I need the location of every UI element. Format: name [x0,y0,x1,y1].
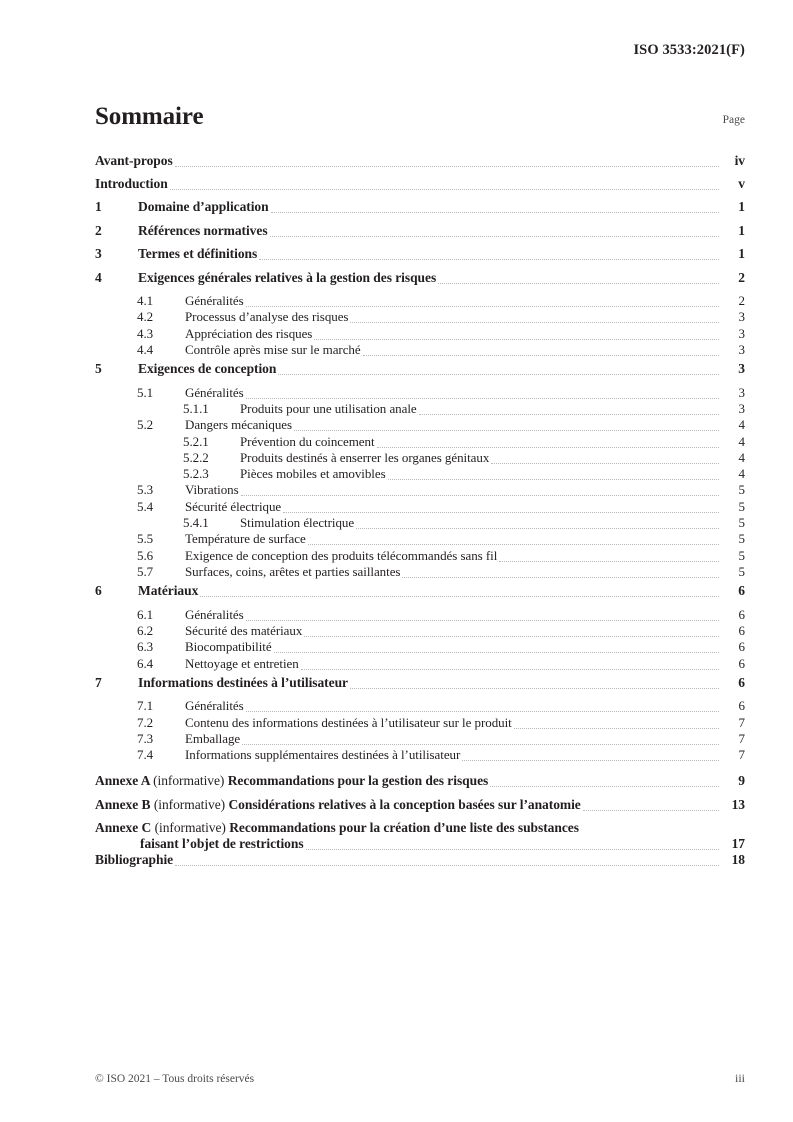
toc-entry-number: 1 [95,199,102,214]
toc-entry-page: v [738,176,745,191]
toc-entry-label: Sécurité électrique [185,498,282,514]
toc-entry-label: Exigences de conception [138,361,277,377]
toc-entry-label: Généralités [185,293,244,308]
toc-entry-number: 3 [95,246,102,261]
toc-entry-number: 5.4.1 [183,515,209,531]
toc-annex-label [95,773,488,789]
toc-entry-body [185,417,745,433]
toc-entry-body [240,515,745,531]
dot-leader [242,743,719,745]
dot-leader [402,576,719,578]
toc-entry-subclause[interactable] [95,715,745,731]
toc-entry-label: Contrôle après mise sur le marché [185,341,361,357]
dot-leader [246,305,719,307]
toc-entry-page: 3 [738,361,745,377]
dot-leader [350,321,719,323]
toc-entry-page: 4 [738,449,745,465]
toc-entry-page: 6 [738,583,745,599]
toc-entry-subsubclause[interactable] [95,434,745,450]
toc-entry-page: iv [734,153,745,168]
toc-entry-label: Pièces mobiles et amovibles [240,466,386,482]
toc-entry-page: 1 [738,222,745,238]
dot-leader [259,258,719,260]
toc-entry-label: Contenu des informations destinées à l’utilisateur sur le produit [185,714,512,730]
toc-annex-name: Annexe C [95,820,155,836]
toc-entry-number: 6.4 [137,655,154,671]
toc-entry-body [185,548,745,564]
toc-entry-label: Emballage [185,731,241,747]
toc-entry-number: 4.4 [137,341,154,357]
toc-entry-page: 6 [738,639,745,655]
toc-entry-subclause[interactable] [95,656,745,672]
dot-leader [350,687,719,689]
toc-annex-name: Annexe A [95,773,154,789]
toc-annex-label: Recommandations pour la création d’une liste des substances [229,820,579,836]
toc-entry-body [240,401,745,417]
toc-annex-title: Considérations relatives à la conception basées sur l’anatomie [228,796,581,812]
toc-entry-page: 18 [731,852,745,868]
toc-entry-body [185,715,745,731]
toc-entry-label: Surfaces, coins, arêtes et parties saillantes [185,563,401,579]
toc-entry-page: 5 [738,563,745,579]
toc-entry-body [240,434,745,450]
toc-annex-body [95,773,745,789]
dot-leader [306,848,719,850]
toc-annex-name: Annexe B [95,796,154,812]
toc-entry-subclause[interactable] [95,309,745,325]
dot-leader [438,282,719,284]
toc-entry-number: 4 [95,269,102,285]
toc-entry-number: 4.2 [137,309,154,325]
dot-leader [246,710,719,712]
toc-entry-page: 5 [738,498,745,514]
dot-leader [514,727,719,729]
toc-entry-page: 1 [738,246,745,261]
page-folio: iii [734,1071,745,1085]
dot-leader [308,543,719,545]
toc-entry-page: 3 [738,309,745,325]
toc-entry-label: Introduction [95,176,168,191]
dot-leader [583,809,719,811]
toc-entry-body [185,326,745,342]
toc-entry-page: 7 [738,731,745,747]
dot-leader [200,595,719,597]
toc-entry-number: 5.5 [137,531,154,547]
toc-entry-number: 6.1 [137,606,154,622]
toc-entry-body [185,623,745,639]
toc-title-row [95,104,745,129]
toc-entry-label: Exigences générales relatives à la gestion des risques [138,269,437,285]
dot-leader [283,511,719,513]
toc-entry-number: 6.2 [137,623,154,639]
dot-leader [278,373,719,375]
toc-entry-number: 5.4 [137,498,154,514]
toc-entry-label: Appréciation des risques [185,325,313,341]
toc-entry-front-matter[interactable] [95,153,745,176]
toc-entry-clause[interactable] [95,361,745,385]
toc-entry-annex[interactable] [95,773,745,797]
toc-entry-number: 5.6 [137,547,154,563]
toc-entry-label: Produits destinés à enserrer les organes génitaux [240,449,490,465]
toc-entry-clause[interactable] [95,270,745,294]
toc-entry-page: 6 [738,674,745,690]
dot-leader [246,619,719,621]
toc-entry-page: 13 [731,796,745,812]
toc-entry-subclause[interactable] [95,385,745,401]
toc-entry-number: 7 [95,674,102,690]
dot-leader [271,211,719,213]
toc-entry-body [138,199,745,215]
toc-entry-subclause[interactable] [95,698,745,714]
toc-entry-label: Domaine d’application [138,199,269,214]
page-column-label: Page [722,114,745,126]
toc-entry-page: 5 [738,482,745,498]
toc-entry-label: Sécurité des matériaux [185,623,303,639]
toc-entry-body [185,639,745,655]
toc-entry-subclause[interactable] [95,731,745,747]
toc-entry-label: Informations destinées à l’utilisateur [138,674,348,690]
toc-annex-kind: (informative) [154,820,230,836]
toc-entry-page: 4 [738,417,745,433]
toc-entry-label: Généralités [185,384,244,400]
toc-entry-label: Produits pour une utilisation anale [240,400,417,416]
toc-entry-body [185,482,745,498]
toc-entry-body [138,361,745,377]
toc-entry-body [138,583,745,599]
toc-entry-subclause[interactable] [95,293,745,309]
toc-entry-subclause[interactable] [95,607,745,623]
toc-entry-page: 4 [738,466,745,482]
toc-entry-page: 17 [731,836,745,852]
toc-entry-body [138,270,745,286]
toc-entry-subsubclause[interactable] [95,515,745,531]
dot-leader [499,560,719,562]
toc-entry-subclause[interactable] [95,417,745,433]
toc-entry-body [185,747,745,763]
toc-entry-number: 6 [95,583,102,599]
toc-entry-label: Références normatives [138,222,268,238]
toc-entry-page: 6 [738,655,745,671]
toc-entry-number: 5.2.3 [183,466,209,482]
toc-entry-label: Stimulation électrique [240,515,355,531]
dot-leader [294,429,719,431]
dot-leader [314,338,719,340]
toc-entry-page: 6 [738,698,745,714]
toc-entry-label: Nettoyage et entretien [185,655,299,671]
toc-entry-page: 3 [738,325,745,341]
dot-leader [246,397,719,399]
toc-entry-number: 5.2 [137,417,154,433]
dot-leader [356,527,719,529]
toc-annex-second-line [95,836,745,852]
dot-leader [491,462,719,464]
dot-leader [274,651,719,653]
toc-entry-subclause[interactable] [95,342,745,358]
toc-entry-clause[interactable] [95,675,745,699]
toc-entry-subclause[interactable] [95,639,745,655]
toc-annex-title: Recommandations pour la gestion des risques [227,773,489,789]
toc-entry-body [185,564,745,580]
toc-entry-subsubclause[interactable] [95,466,745,482]
toc-entry-number: 5.1.1 [183,400,209,416]
toc-entry-number: 7.1 [137,698,154,714]
toc-entry-body [138,675,745,691]
toc-entry-label: Prévention du coincement [240,433,375,449]
toc-entry-number: 4.1 [137,293,154,308]
toc-entry-number: 5 [95,361,102,377]
toc-entry-label: Avant-propos [95,153,173,168]
page-footer [95,1071,745,1086]
toc-entry-subclause[interactable] [95,531,745,547]
toc-entry-label: Généralités [185,606,244,622]
toc-entry-number: 6.3 [137,639,154,655]
toc-entry-front-matter[interactable] [95,176,745,199]
toc-entry-label: Bibliographie [95,852,174,868]
dot-leader [462,759,719,761]
toc-entry-body [95,153,745,169]
toc-entry-subclause[interactable] [95,482,745,498]
dot-leader [419,413,719,415]
toc-entry-page: 3 [738,341,745,357]
toc-entry-body [185,293,745,309]
toc-entry-body [185,531,745,547]
toc-entry-body [240,450,745,466]
toc-annex-kind: (informative) [153,773,228,789]
toc-entry-page: 1 [738,199,745,214]
dot-leader [175,165,719,167]
toc-entry-page: 2 [738,293,745,308]
toc-entry-page: 4 [738,433,745,449]
toc-entry-page: 3 [738,384,745,400]
toc-entry-body [185,607,745,623]
dot-leader [363,354,719,356]
toc-entry-subsubclause[interactable] [95,401,745,417]
toc-entry-body [240,466,745,482]
dot-leader [170,188,719,190]
copyright-notice: © ISO 2021 – Tous droits réservés [95,1073,255,1085]
dot-leader [270,235,719,237]
toc-entry-body [185,499,745,515]
toc-entry-body [95,852,745,868]
toc-entry-label: Termes et définitions [138,246,258,261]
toc-entry-page: 5 [738,515,745,531]
toc-entry-number: 5.7 [137,563,154,579]
toc-entry-number: 4.3 [137,325,154,341]
toc-entry-page: 7 [738,747,745,763]
toc-entry-annex[interactable] [95,797,745,821]
toc-entry-label: Processus d’analyse des risques [185,309,349,325]
toc-entry-number: 7.4 [137,747,154,763]
toc-entry-page: 3 [738,400,745,416]
dot-leader [377,446,719,448]
toc-annex-first-line [95,820,745,836]
toc-entry-label: Matériaux [138,583,199,599]
toc-entry-body [185,698,745,714]
toc-entry-page: 6 [738,623,745,639]
toc-entry-body [185,385,745,401]
toc-entry-number: 5.3 [137,482,154,498]
document-reference-header: ISO 3533:2021(F) [633,42,745,58]
toc-entry-number: 7.2 [137,714,154,730]
toc-entry-page: 5 [738,547,745,563]
toc-entry-subclause[interactable] [95,623,745,639]
toc-entry-body [185,309,745,325]
toc-entry-subclause[interactable] [95,747,745,763]
dot-leader [490,785,719,787]
toc-entry-bibliography[interactable] [95,852,745,876]
toc-annex-kind: (informative) [153,796,229,812]
dot-leader [301,668,719,670]
toc-entry-label: Exigence de conception des produits télécommandés sans fil [185,547,498,563]
toc-entry-subclause[interactable] [95,326,745,342]
toc-entry-number: 5.2.1 [183,433,209,449]
toc-entry-page: 6 [738,606,745,622]
toc-entry-subclause[interactable] [95,499,745,515]
toc-entry-annex[interactable] [95,820,745,852]
toc-entry-clause[interactable] [95,246,745,270]
toc-entry-label: Informations supplémentaires destinées à l’utilisateur [185,747,461,763]
toc-entry-clause[interactable] [95,223,745,247]
toc-entry-number: 5.2.2 [183,449,209,465]
toc-entry-page: 5 [738,531,745,547]
toc-entry-body [95,176,745,192]
toc-entry-number: 2 [95,222,102,238]
toc-annex-body [95,820,745,852]
dot-leader [175,864,719,866]
toc-entry-label: Vibrations [185,482,239,498]
toc-entry-subclause[interactable] [95,548,745,564]
toc-entry-number: 7.3 [137,731,154,747]
toc-entry-subsubclause[interactable] [95,450,745,466]
table-of-contents [95,153,745,876]
toc-entry-body [185,342,745,358]
toc-entry-label: Dangers mécaniques [185,417,293,433]
toc-entry-body [185,656,745,672]
page-title: Sommaire [95,103,204,130]
toc-entry-body [185,731,745,747]
toc-entry-body [138,223,745,239]
toc-entry-label: Généralités [185,698,244,714]
dot-leader [388,478,719,480]
dot-leader [241,494,719,496]
toc-entry-page: 7 [738,714,745,730]
toc-entry-label: Température de surface [185,531,306,547]
toc-entry-body [138,246,745,262]
toc-entry-number: 5.1 [137,384,154,400]
toc-annex-body [95,797,745,813]
toc-entry-subclause[interactable] [95,564,745,580]
toc-entry-page: 9 [738,773,745,789]
toc-entry-page: 2 [738,269,745,285]
toc-entry-label: Biocompatibilité [185,639,272,655]
dot-leader [304,635,719,637]
toc-annex-label [95,797,581,813]
toc-entry-clause[interactable] [95,199,745,223]
toc-annex-label-continued: faisant l’objet de restrictions [140,836,304,852]
toc-entry-clause[interactable] [95,583,745,607]
